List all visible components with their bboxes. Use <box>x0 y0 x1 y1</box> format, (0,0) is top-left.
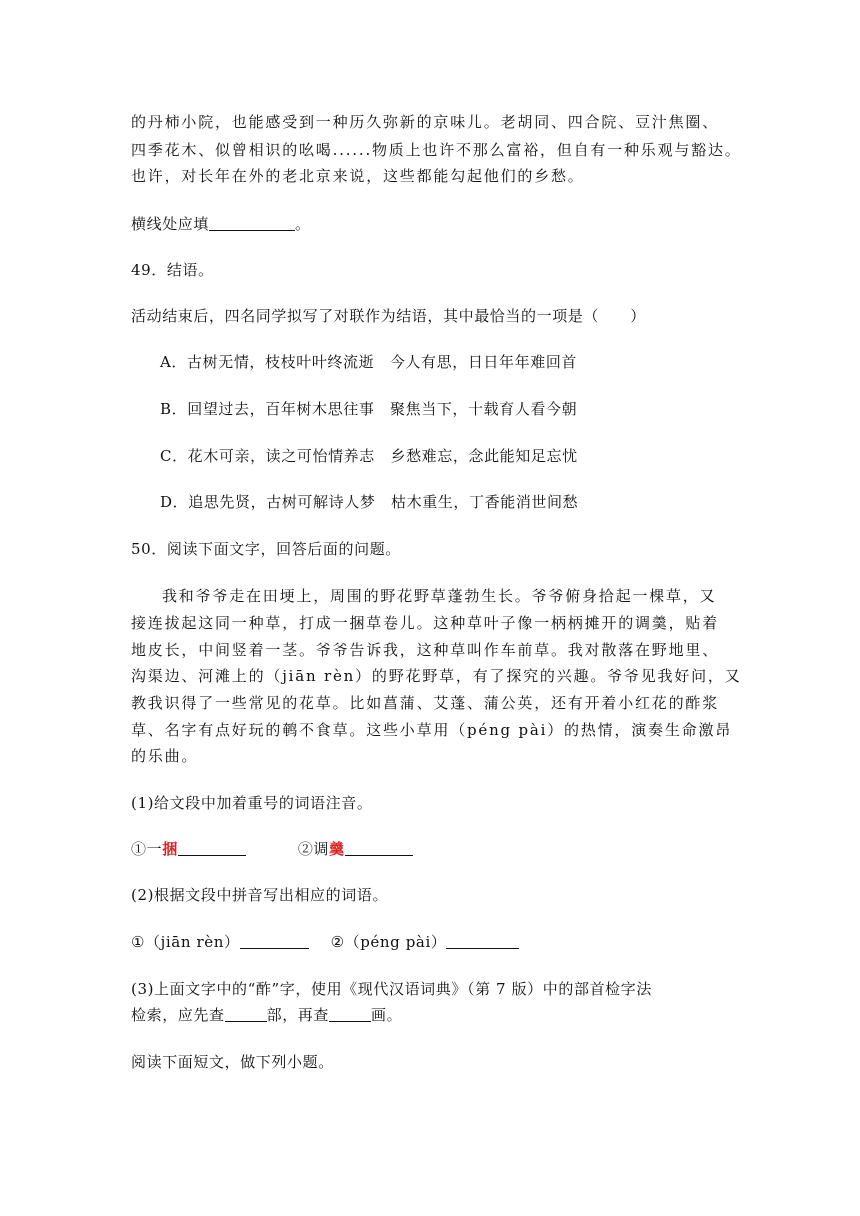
question-49-stem: 活动结束后，四名同学拟写了对联作为结语，其中最恰当的一项是（ ） <box>131 307 646 325</box>
option-d: D．追思先贤，古树可解诗人梦 枯木重生，丁香能消世间愁 <box>160 493 579 511</box>
pinyin-item-1: ①（jiān rèn） <box>131 933 240 951</box>
answer-blank-radical[interactable] <box>225 1007 267 1022</box>
closing-instruction: 阅读下面短文，做下列小题。 <box>131 1053 334 1071</box>
intro-line-2: 四季花木、似曾相识的吆喝......物质上也许不那么富裕，但自有一种乐观与豁达。 <box>131 141 742 159</box>
answer-blank-3[interactable] <box>240 934 309 949</box>
sub-question-1-answers <box>131 838 413 859</box>
answer-blank[interactable] <box>209 216 295 231</box>
passage-line-7: 的乐曲。 <box>131 747 199 765</box>
passage-line-5: 教我识得了一些常见的花草。比如菖蒲、艾蓬、蒲公英，还有开着小红花的酢浆 <box>131 694 720 712</box>
emphasized-char-1: 捆 <box>162 840 178 858</box>
sub-question-1-label: (1)给文段中加着重号的词语注音。 <box>131 794 373 812</box>
fill-prompt-end: 。 <box>295 215 311 233</box>
fill-prompt-line <box>131 213 311 234</box>
question-50-heading: 50．阅读下面文字，回答后面的问题。 <box>131 540 401 558</box>
answer-blank-strokes[interactable] <box>329 1007 371 1022</box>
intro-line-1: 的丹柿小院，也能感受到一种历久弥新的京味儿。老胡同、四合院、豆汁焦圈、 <box>131 113 720 131</box>
passage-line-2: 接连拔起这同一种草，打成一捆草卷儿。这种草叶子像一柄柄摊开的调羹，贴着 <box>131 614 720 632</box>
sub-question-3-line-1: (3)上面文字中的“酢”字，使用《现代汉语词典》（第 7 版）中的部首检字法 <box>131 980 652 998</box>
sub-question-2-label: (2)根据文段中拼音写出相应的词语。 <box>131 886 389 904</box>
intro-line-3: 也许，对长年在外的老北京来说，这些都能勾起他们的乡愁。 <box>131 167 585 185</box>
passage-line-6: 草、名字有点好玩的鹌不食草。这些小草用（péng pài）的热情，演奏生命激昂 <box>131 721 733 739</box>
option-a: A．古树无情，枝枝叶叶终流逝 今人有思，日日年年难回首 <box>160 353 578 371</box>
sub3-text-b: 部，再查 <box>266 1006 330 1024</box>
answer-blank-2[interactable] <box>345 841 413 856</box>
passage-line-1: 我和爷爷走在田埂上，周围的野花野草蓬勃生长。爷爷俯身拾起一棵草，又 <box>162 587 717 605</box>
item-2-prefix: ②调 <box>297 840 330 858</box>
answer-blank-1[interactable] <box>178 841 246 856</box>
pinyin-item-2: ②（péng pài） <box>330 933 447 951</box>
answer-blank-4[interactable] <box>446 934 519 949</box>
passage-line-3: 地皮长，中间竖着一茎。爷爷告诉我，这种草叫作车前草。我对散落在野地里、 <box>131 641 720 659</box>
option-b: B．回望过去，百年树木思往事 聚焦当下，十载育人看今朝 <box>160 400 578 418</box>
sub-question-2-answers <box>131 931 519 952</box>
emphasized-char-2: 羹 <box>329 840 345 858</box>
option-c: C．花木可亲，读之可怡情养志 乡愁难忘，念此能知足忘忧 <box>160 447 578 465</box>
passage-line-4: 沟渠边、河滩上的（jiān rèn）的野花野草，有了探究的兴趣。爷爷见我好问，又 <box>131 667 742 685</box>
sub3-text-a: 检索，应先查 <box>131 1006 225 1024</box>
item-1-prefix: ①一 <box>131 840 163 858</box>
sub-question-3-line-2 <box>131 1004 402 1025</box>
question-49-heading: 49．结语。 <box>131 261 214 279</box>
sub3-text-c: 画。 <box>371 1006 403 1024</box>
fill-prompt-text: 横线处应填 <box>131 215 210 233</box>
